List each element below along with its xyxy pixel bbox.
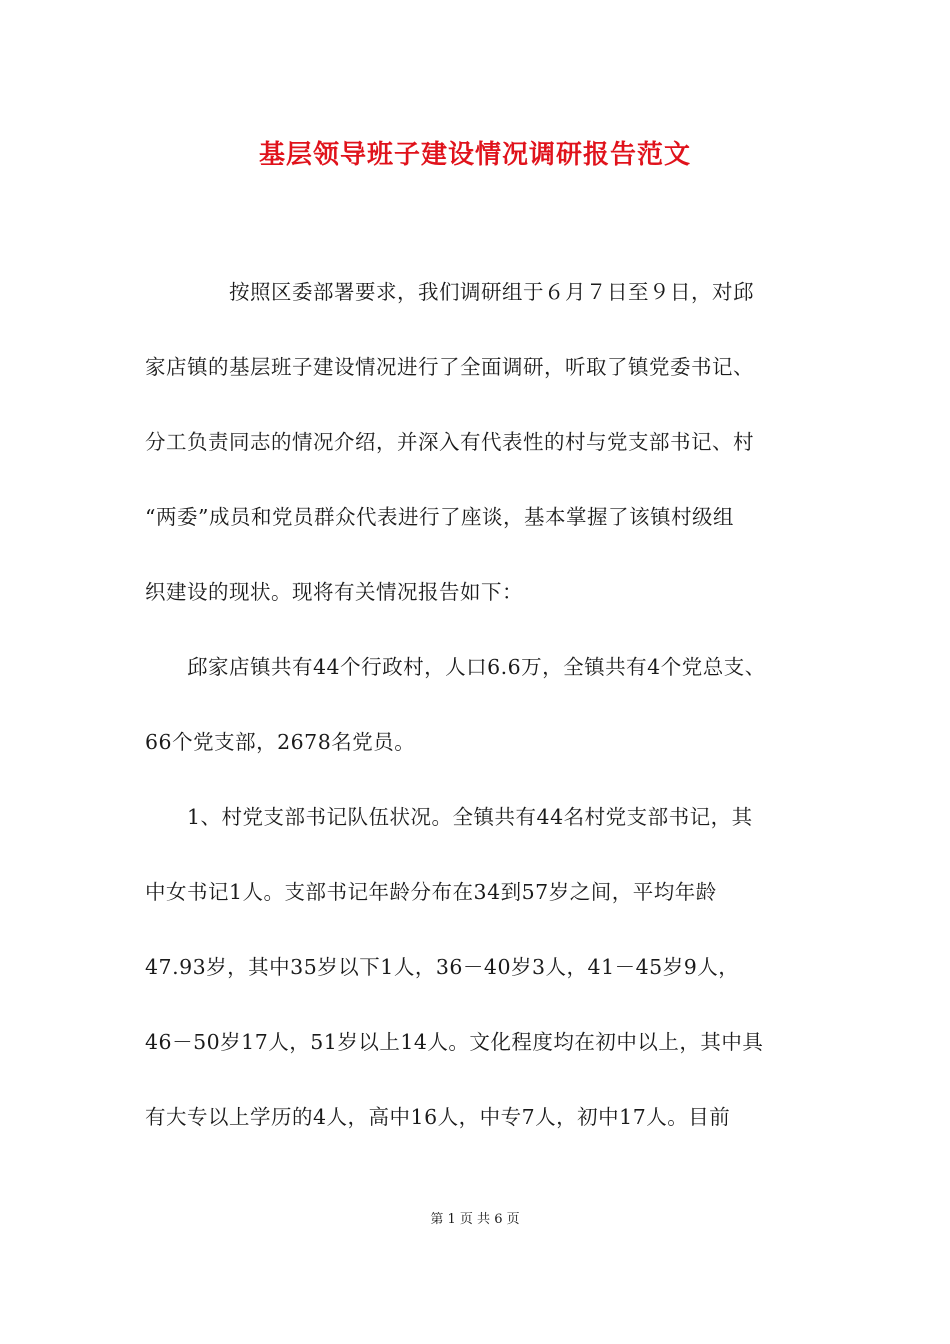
body-line: “两委”成员和党员群众代表进行了座谈，基本掌握了该镇村级组 xyxy=(145,505,734,529)
body-line: 1、村党支部书记队伍状况。全镇共有44名村党支部书记，其 xyxy=(145,805,753,829)
body-line: 家店镇的基层班子建设情况进行了全面调研，听取了镇党委书记、 xyxy=(145,355,754,379)
body-line: 47.93岁，其中35岁以下1人，36－40岁3人，41－45岁9人， xyxy=(145,955,740,979)
body-line: 邱家店镇共有44个行政村，人口6.6万，全镇共有4个党总支、 xyxy=(145,655,766,679)
document-title: 基层领导班子建设情况调研报告范文 xyxy=(258,140,691,170)
body-line: 46－50岁17人，51岁以上14人。文化程度均在初中以上，其中具 xyxy=(145,1030,764,1054)
body-line: 66个党支部，2678名党员。 xyxy=(145,730,416,754)
body-line: 有大专以上学历的4人，高中16人，中专7人，初中17人。目前 xyxy=(145,1105,731,1129)
body-line: 织建设的现状。现将有关情况报告如下： xyxy=(145,580,523,604)
body-line: 中女书记1人。支部书记年龄分布在34到57岁之间，平均年龄 xyxy=(145,880,717,904)
body-line: 分工负责同志的情况介绍，并深入有代表性的村与党支部书记、村 xyxy=(145,430,754,454)
document-body xyxy=(145,274,810,1174)
page-number-footer: 第 1 页 共 6 页 xyxy=(430,1212,520,1227)
body-line: 按照区委部署要求，我们调研组于６月７日至９日，对邱 xyxy=(145,280,754,304)
